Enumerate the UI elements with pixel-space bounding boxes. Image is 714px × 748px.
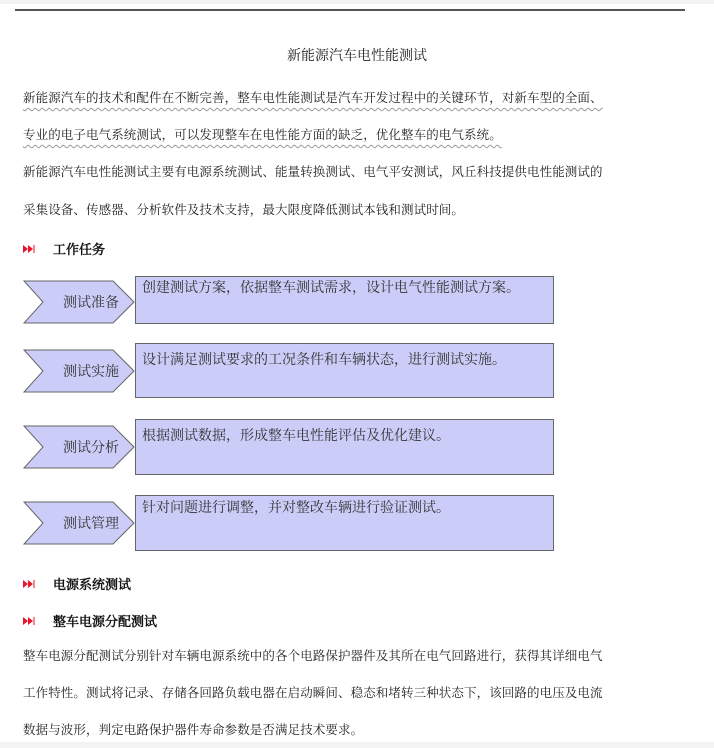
summary-line-2: 采集设备、传感器、分析软件及技术支持，最大限度降低测试本钱和测试时间。 [23, 202, 465, 217]
step-description: 根据测试数据，形成整车电性能评估及优化建议。 [135, 419, 554, 475]
bottom-band [0, 742, 714, 748]
step-description: 设计满足测试要求的工况条件和车辆状态，进行测试实施。 [135, 343, 554, 398]
step-label: 测试准备 [63, 295, 119, 311]
step-description: 创建测试方案，依据整车测试需求，设计电气性能测试方案。 [135, 276, 554, 324]
workflow-step-manage [23, 495, 558, 547]
section-heading-label: 整车电源分配测试 [53, 615, 158, 630]
section-heading-tasks [23, 239, 105, 258]
workflow-step-analyze [23, 419, 558, 471]
fast-forward-icon [23, 245, 53, 253]
section-heading-label: 工作任务 [53, 243, 106, 258]
workflow-step-prepare [23, 276, 558, 328]
intro-line-2: 专业的电子电气系统测试，可以发现整车在电性能方面的缺乏，优化整车的电气系统。 [23, 127, 502, 142]
section-heading-label: 电源系统测试 [53, 578, 132, 593]
step-label: 测试分析 [63, 440, 119, 456]
summary-line-1: 新能源汽车电性能测试主要有电源系统测试、能量转换测试、电气平安测试，风丘科技提供电性能测试的 [23, 164, 603, 179]
distribution-line-3: 数据与波形，判定电路保护器件寿命参数是否满足技术要求。 [23, 722, 364, 737]
step-label: 测试管理 [63, 516, 119, 532]
distribution-line-2: 工作特性。测试将记录、存储各回路负载电器在启动瞬间、稳态和堵转三种状态下，该回路的电压及电流 [23, 685, 603, 700]
distribution-line-1: 整车电源分配测试分别针对车辆电源系统中的各个电路保护器件及其所在电气回路进行，获得其详细电气 [23, 648, 603, 663]
step-label: 测试实施 [63, 364, 119, 380]
header-divider [15, 9, 685, 11]
page-title: 新能源汽车电性能测试 [287, 48, 427, 64]
section-heading-power-system [23, 574, 131, 593]
fast-forward-icon [23, 580, 53, 588]
fast-forward-icon [23, 617, 53, 625]
workflow-step-execute [23, 343, 558, 395]
top-band [0, 0, 714, 4]
section-heading-power-distribution [23, 611, 157, 630]
intro-line-1: 新能源汽车的技术和配件在不断完善，整车电性能测试是汽车开发过程中的关键环节，对新车型的全面、 [23, 90, 603, 105]
step-description: 针对问题进行调整，并对整改车辆进行验证测试。 [135, 495, 554, 551]
